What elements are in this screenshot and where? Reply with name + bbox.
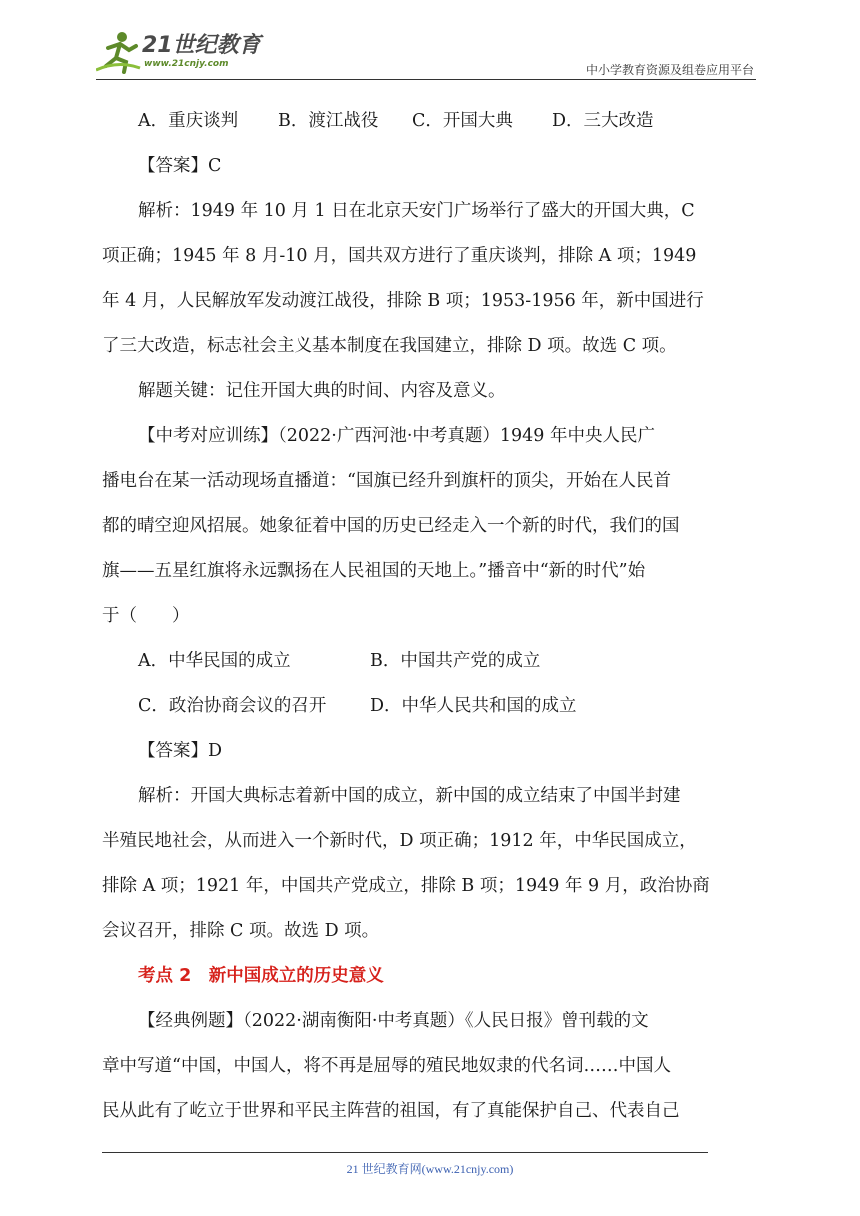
site-logo[interactable] <box>96 30 266 78</box>
q2-stem-line: 旗——五星红旗将永远飘扬在人民祖国的天地上。”播音中“新的时代”始 <box>102 561 646 581</box>
q2-option-b: B．中国共产党的成立 <box>370 651 541 671</box>
q1-analysis-line: 年 4 月，人民解放军发动渡江战役，排除 B 项；1953-1956 年，新中国进行 <box>102 291 704 311</box>
q3-stem-line: 民从此有了屹立于世界和平民主阵营的祖国，有了真能保护自己、代表自己 <box>102 1101 680 1121</box>
q2-analysis-line: 半殖民地社会，从而进入一个新时代，D 项正确；1912 年，中华民国成立， <box>102 831 697 851</box>
logo-url: www.21cnjy.com <box>144 59 229 69</box>
q2-analysis-line: 解析：开国大典标志着新中国的成立，新中国的成立结束了中国半封建 <box>138 786 681 806</box>
q1-analysis-line: 了三大改造，标志社会主义基本制度在我国建立，排除 D 项。故选 C 项。 <box>102 336 677 356</box>
page-header <box>0 0 860 80</box>
section-heading: 考点 2 新中国成立的历史意义 <box>138 966 384 986</box>
header-tagline: 中小学教育资源及组卷应用平台 <box>585 63 754 77</box>
q2-option-d: D．中华人民共和国的成立 <box>370 696 577 716</box>
header-divider <box>96 79 756 80</box>
q1-option-c: C．开国大典 <box>412 111 513 131</box>
footer-link[interactable]: 21 世纪教育网(www.21cnjy.com) <box>346 1162 514 1176</box>
q2-stem-line: 播电台在某一活动现场直播道：“国旗已经升到旗杆的顶尖，开始在人民首 <box>102 471 671 491</box>
q3-stem-line: 【经典例题】（2022·湖南衡阳·中考真题）《人民日报》曾刊载的文 <box>138 1011 649 1031</box>
q1-option-b: B．渡江战役 <box>278 111 379 131</box>
q2-stem-line: 于（ ） <box>102 606 190 626</box>
logo-text: 21世纪教育 <box>142 33 261 58</box>
q1-analysis-line: 项正确；1945 年 8 月-10 月，国共双方进行了重庆谈判，排除 A 项；1949 <box>102 246 697 266</box>
q1-answer: 【答案】C <box>138 156 222 176</box>
q1-analysis-line: 解析：1949 年 10 月 1 日在北京天安门广场举行了盛大的开国大典，C <box>138 201 695 221</box>
q1-key-point: 解题关键：记住开国大典的时间、内容及意义。 <box>138 381 506 401</box>
q2-stem-line: 【中考对应训练】（2022·广西河池·中考真题）1949 年中央人民广 <box>138 426 656 446</box>
q1-option-a: A．重庆谈判 <box>138 111 239 131</box>
q2-option-a: A．中华民国的成立 <box>138 651 291 671</box>
runner-logo-icon <box>96 30 142 74</box>
footer-divider <box>102 1152 708 1153</box>
q2-answer: 【答案】D <box>138 741 223 761</box>
q3-stem-line: 章中写道“中国，中国人，将不再是屈辱的殖民地奴隶的代名词……中国人 <box>102 1056 671 1076</box>
q2-analysis-line: 会议召开，排除 C 项。故选 D 项。 <box>102 921 380 941</box>
q2-analysis-line: 排除 A 项；1921 年，中国共产党成立，排除 B 项；1949 年 9 月，政治协商 <box>102 876 710 896</box>
q2-stem-line: 都的晴空迎风招展。她象征着中国的历史已经走入一个新的时代，我们的国 <box>102 516 680 536</box>
q2-option-c: C．政治协商会议的召开 <box>138 696 327 716</box>
q1-option-d: D．三大改造 <box>552 111 654 131</box>
